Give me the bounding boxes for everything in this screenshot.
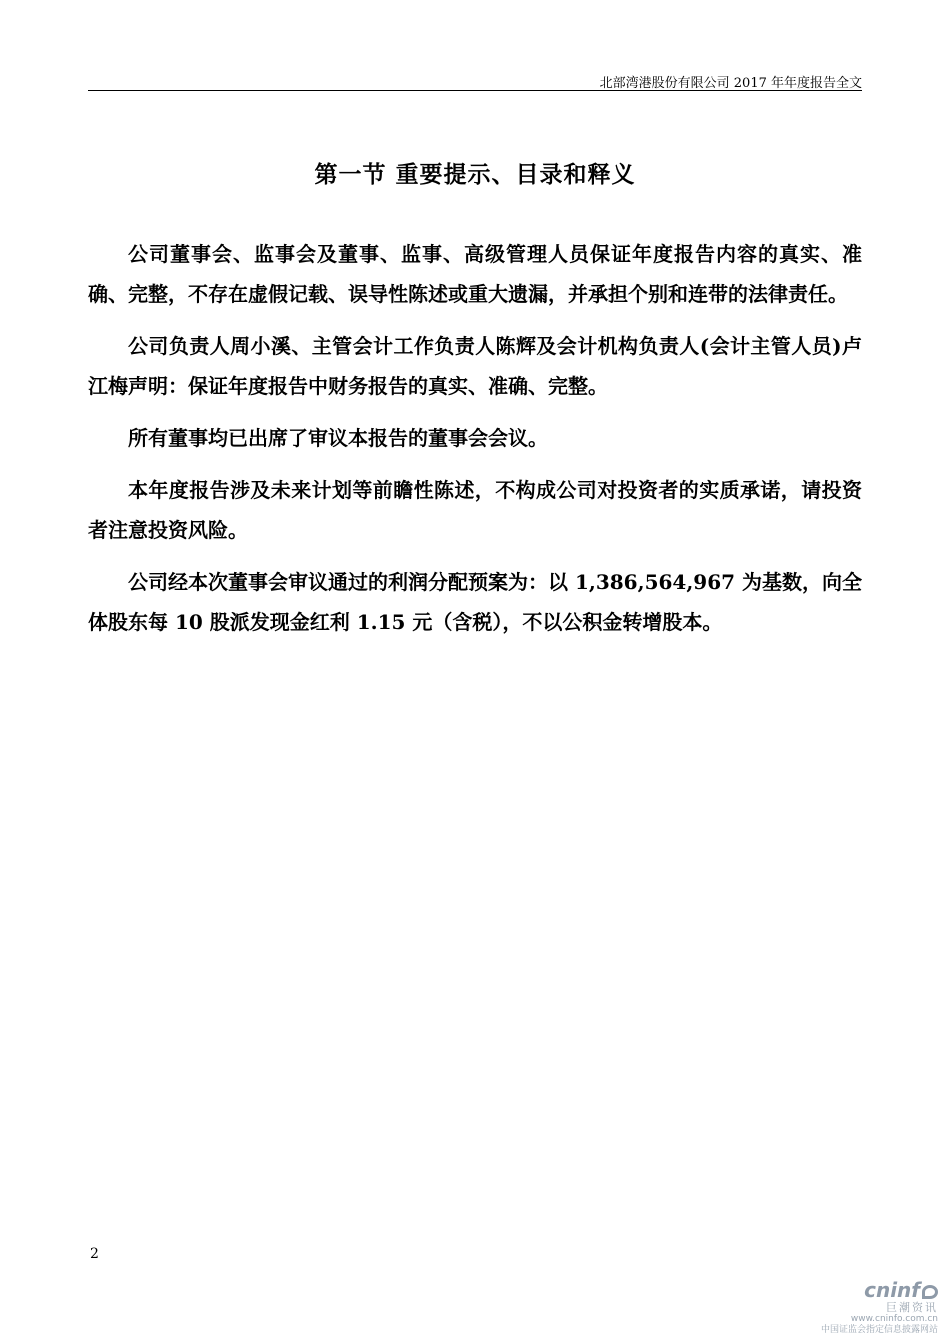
cninfo-swirl-icon	[922, 1285, 938, 1299]
paragraph-attendance: 所有董事均已出席了审议本报告的董事会会议。	[128, 426, 548, 450]
paragraph-financial-statement: 公司负责人周小溪、主管会计工作负责人陈辉及会计机构负责人(会计主管人员)卢江梅声明：保证年度报告中财务报告的真实、准确、完整。	[88, 334, 862, 398]
notice-body	[88, 234, 862, 654]
paragraph-responsibility: 公司董事会、监事会及董事、监事、高级管理人员保证年度报告内容的真实、准确、完整，不存在虚假记载、误导性陈述或重大遗漏，并承担个别和连带的法律责任。	[88, 242, 862, 306]
cninfo-watermark	[821, 1279, 938, 1336]
section-title: 第一节 重要提示、目录和释义	[314, 161, 636, 188]
page-number: 2	[90, 1246, 99, 1262]
paragraph-risk-warning: 本年度报告涉及未来计划等前瞻性陈述，不构成公司对投资者的实质承诺，请投资者注意投资风险。	[88, 478, 862, 542]
watermark-org: 中国证监会指定信息披露网站	[820, 1325, 938, 1335]
cninfo-logo	[821, 1279, 938, 1301]
watermark-cn-name: 巨潮资讯	[886, 1301, 938, 1314]
page-header	[88, 70, 862, 91]
logo-text: cninf	[864, 1278, 920, 1302]
header-text: 北部湾港股份有限公司 2017 年年度报告全文	[599, 76, 862, 91]
watermark-url: www.cninfo.com.cn	[850, 1314, 938, 1324]
paragraph-profit-distribution: 公司经本次董事会审议通过的利润分配预案为：以 1,386,564,967 为基数，向全体股东每 10 股派发现金红利 1.15 元（含税），不以公积金转增股本。	[88, 570, 862, 634]
